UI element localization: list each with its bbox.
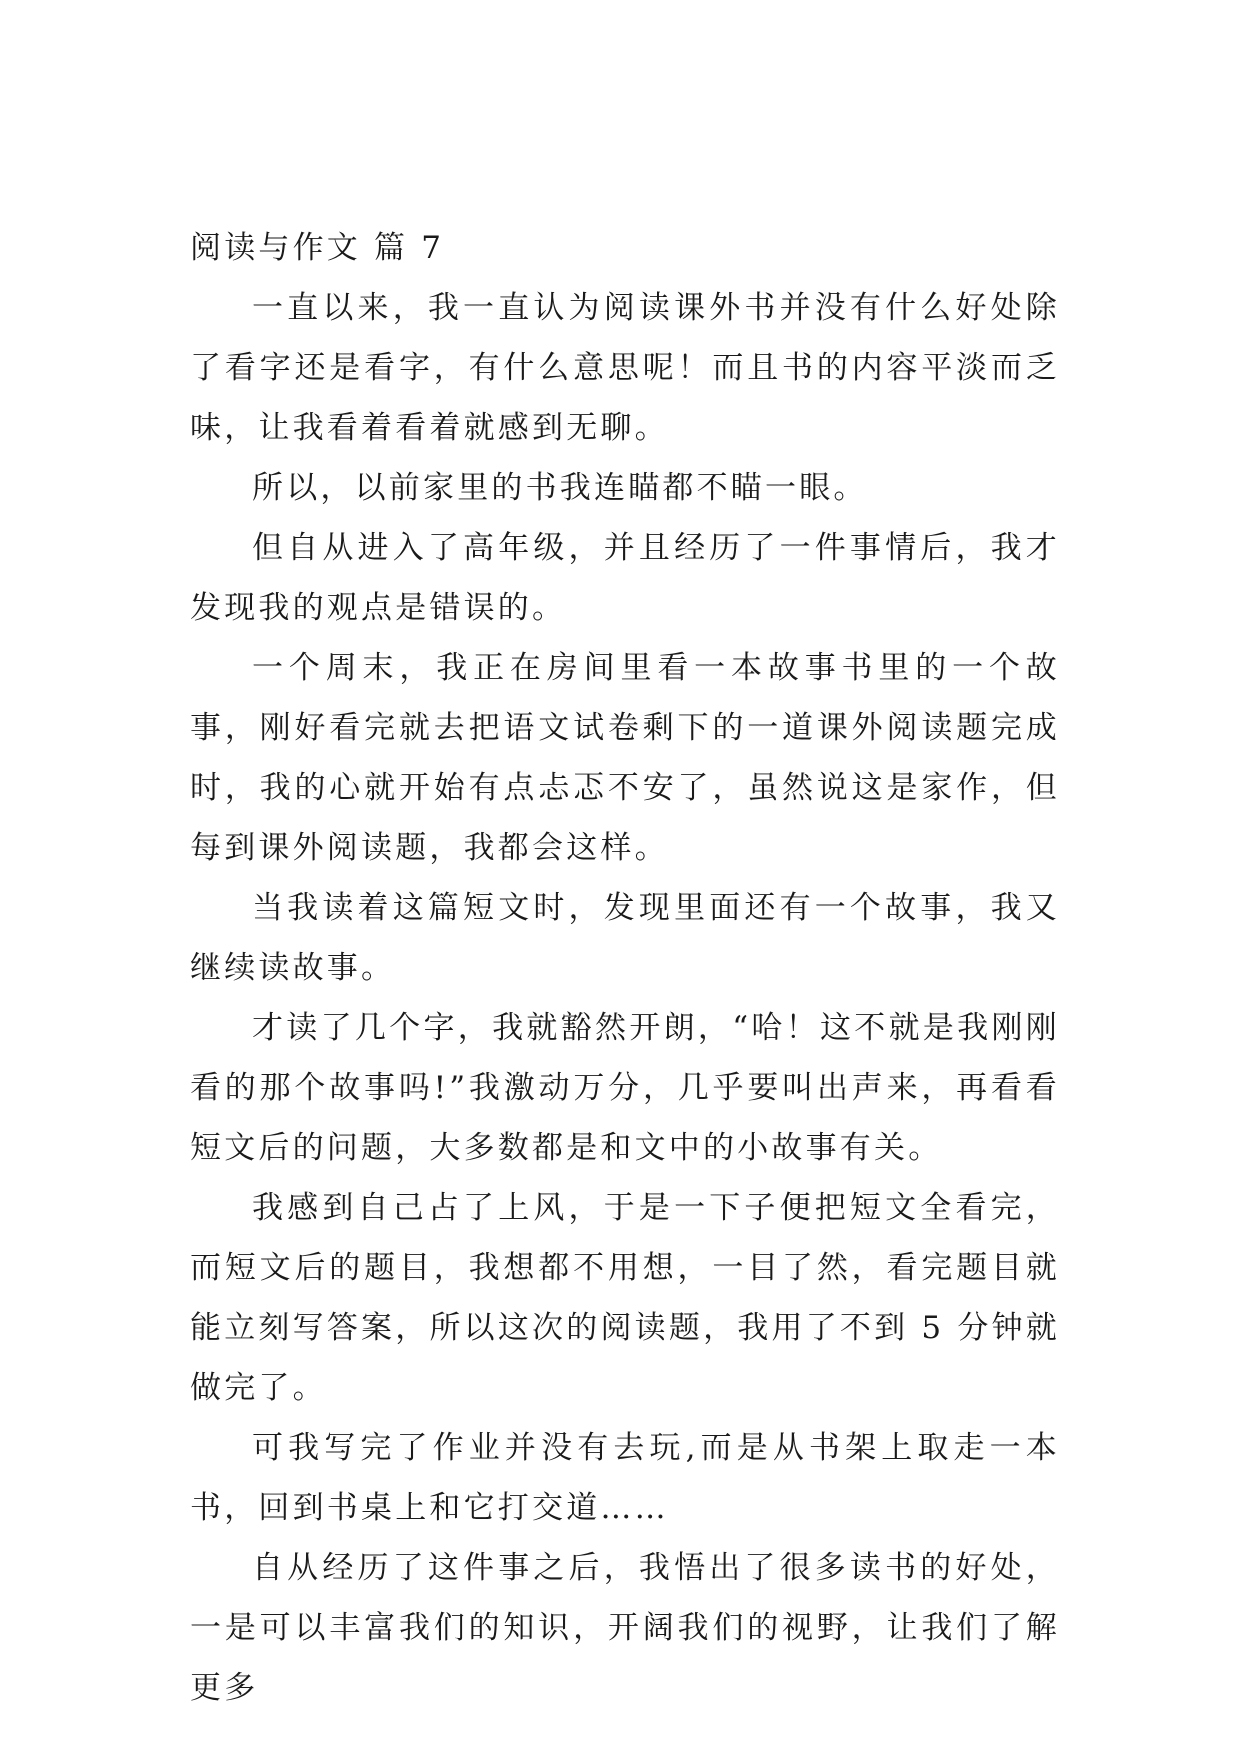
paragraph: 当我读着这篇短文时，发现里面还有一个故事，我又继续读故事。 xyxy=(190,890,1060,986)
paragraph: 才读了几个字，我就豁然开朗，“哈！这不就是我刚刚看的那个故事吗!”我激动万分，几乎要叫出声来，再看看短文后的问题，大多数都是和文中的小故事有关。 xyxy=(190,1010,1060,1166)
paragraph: 一个周末，我正在房间里看一本故事书里的一个故事，刚好看完就去把语文试卷剩下的一道课外阅读题完成时，我的心就开始有点忐忑不安了，虽然说这是家作，但每到课外阅读题，我都会这样。 xyxy=(190,650,1060,866)
document-body xyxy=(190,218,1060,1718)
paragraph: 所以，以前家里的书我连瞄都不瞄一眼。 xyxy=(252,470,868,506)
paragraph: 一直以来，我一直认为阅读课外书并没有什么好处除了看字还是看字，有什么意思呢！而且书的内容平淡而乏味，让我看着看着就感到无聊。 xyxy=(190,290,1060,446)
paragraph: 可我写完了作业并没有去玩,而是从书架上取走一本书，回到书桌上和它打交道…… xyxy=(190,1430,1060,1526)
paragraph: 我感到自己占了上风，于是一下子便把短文全看完，而短文后的题目，我想都不用想，一目了然，看完题目就能立刻写答案，所以这次的阅读题，我用了不到 5 分钟就做完了。 xyxy=(190,1190,1060,1406)
document-title: 阅读与作文 篇 7 xyxy=(190,230,445,266)
paragraph: 但自从进入了高年级，并且经历了一件事情后，我才发现我的观点是错误的。 xyxy=(190,530,1060,626)
paragraph: 自从经历了这件事之后，我悟出了很多读书的好处，一是可以丰富我们的知识，开阔我们的视野，让我们了解更多 xyxy=(190,1550,1060,1706)
